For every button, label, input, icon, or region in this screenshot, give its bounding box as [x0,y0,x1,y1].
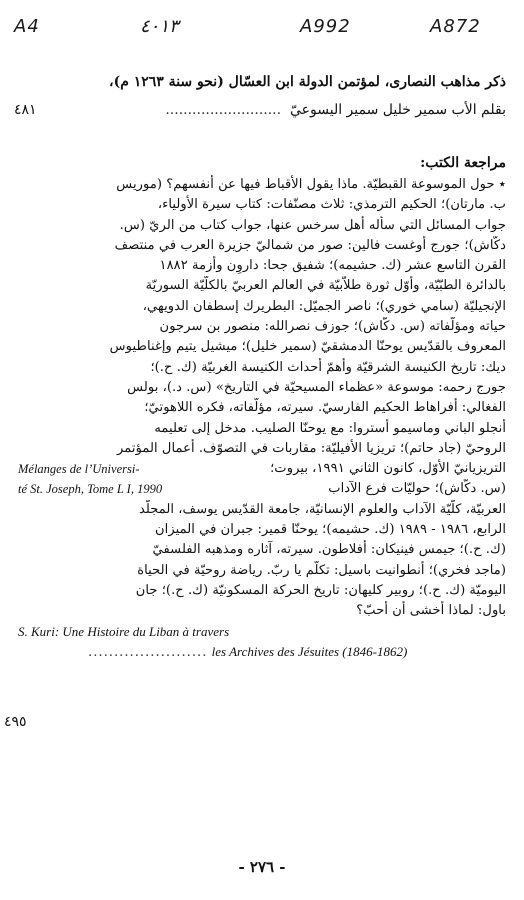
review-line: ب. مارتان)؛ الحكيم الترمذي: ثلاث مصنّفات: كتاب سيرة الأولياء، [157,197,506,213]
review-line: جورج رحمه: موسوعة «عظماء المسيحيّة في التاريخ» (س. د.)، بولس [127,379,506,395]
page-number-footer: - ٢٧٦ - [238,858,286,876]
review-line: العربيّة، كلّيّة الآداب والعلوم الإنسانيّة، جامعة القدّيس يوسف، المجلّد [138,501,506,517]
handwritten-mark-left: A4 [14,16,40,37]
leader-dots: ....................... [88,644,208,660]
mixed-line-french: té St. Joseph, Tome L I, 1990 [18,482,163,497]
review-line: حياته ومؤلّفاته (س. دكّاش)؛ جوزف نصرالله: منصور بن سرجون [159,319,506,335]
entry-author: بقلم الأب سمير خليل سمير اليسوعيّ [289,102,506,118]
review-line: الروحيّ (جاد حاتم)؛ تريزيا الأفيليّة: مقاربات في التصوّف. أعمال المؤتمر [117,440,506,456]
review-line: بالدائرة الطبّيّة، وأوّل ثورة طلاّبيّة في العالم العربيّ بالكلّيّة السوريّة [145,278,506,294]
review-line: الرابع، ١٩٨٦ - ١٩٨٩ (ك. حشيمه)؛ يوحنّا قمير: جبران في الميزان [155,522,506,538]
mixed-line [18,479,506,499]
review-line: أنجلو الباني وماسيمو أستروا: مع يوحنّا الصليب. مدخل إلى تعليمه [154,420,506,436]
leader-dots: .......................... [165,102,286,118]
review-body [18,175,506,662]
review-line: جواب المسائل التي سأله أهل سرخس عنها، جواب كتاب من الريّ (س. [119,217,506,233]
entry-page-number-495: ٤٩٥ [4,714,27,730]
mixed-line-arabic: التريزيانيّ الأوّل، كانون الثاني ١٩٩١، بيروت؛ [270,461,506,477]
review-line: (ك. ح.)؛ جيمس فينيكان: أفلاطون. سيرته، آثاره ومذهبه الفلسفيّ [152,542,506,558]
index-entry-title [10,72,506,92]
review-line: دكّاش)؛ جورج أوغست فالين: صور من شماليّ جزيرة العرب في منتصف [114,237,506,253]
review-line: ٭ حول الموسوعة القبطيّة. ماذا يقول الأقباط فيها عن أنفسهم؟ (موريس [116,177,506,192]
review-line: (ماجد فخري)؛ أنطوانيت باسيل: تكلّم يا ربّ. رياضة روحيّة في الحياة [137,562,506,578]
french-title-b: les Archives des Jésuites (1846-1862) [211,643,408,659]
french-line [18,622,506,642]
mixed-line-arabic: (س. دكّاش)؛ حوليّات فرع الآداب [328,481,506,497]
handwritten-mark-right: A872 [430,16,481,37]
handwritten-mark-mid1: ٤٠١٣ [140,16,179,37]
review-line: ديك: تاريخ الكنيسة الشرقيّة وأهمّ أحداث الكنيسة الغربيّة (ك. ح.)؛ [150,359,506,375]
index-entry-author [60,100,506,120]
review-line: الإنجيليّة (سامي خوري)؛ ناصر الجميّل: البطريرك إسطفان الدويهي، [142,298,506,314]
entry-title: ذكر مذاهب النصارى، لمؤتمن الدولة ابن العسّال (نحو سنة ١٢٦٣ م)، [109,74,506,90]
french-title-a: S. Kuri: Une Histoire du Liban à travers [18,623,230,639]
french-line-with-leader [18,642,506,662]
handwritten-mark-mid2: A992 [300,16,351,37]
mixed-line-french: Mélanges de l’Universi- [18,462,140,477]
review-line: باول: لماذا أخشى أن أحبّ؟ [356,603,506,619]
section-heading: مراجعة الكتب: [420,155,506,171]
review-line: اليوميّة (ك. ح.)؛ روبير كليهان: تاريخ الحركة المسكونيّة (ك. ح.)؛ جان [135,582,506,598]
review-line: المعروف بالقدّيس يوحنّا الدمشقيّ (سمير خليل)؛ ميشيل يتيم وإغناطيوس [109,339,506,355]
entry-page-number: ٤٨١ [14,102,37,118]
mixed-line [18,459,506,479]
review-line: القرن التاسع عشر (ك. حشيمه)؛ شفيق جحا: داروِن وأزمة ١٨٨٢ [159,258,506,274]
review-line: الفغالي: أفراهاط الحكيم الفارسيّ. سيرته، مؤلّفاته، فكره اللاهوتيّ؛ [144,400,506,416]
